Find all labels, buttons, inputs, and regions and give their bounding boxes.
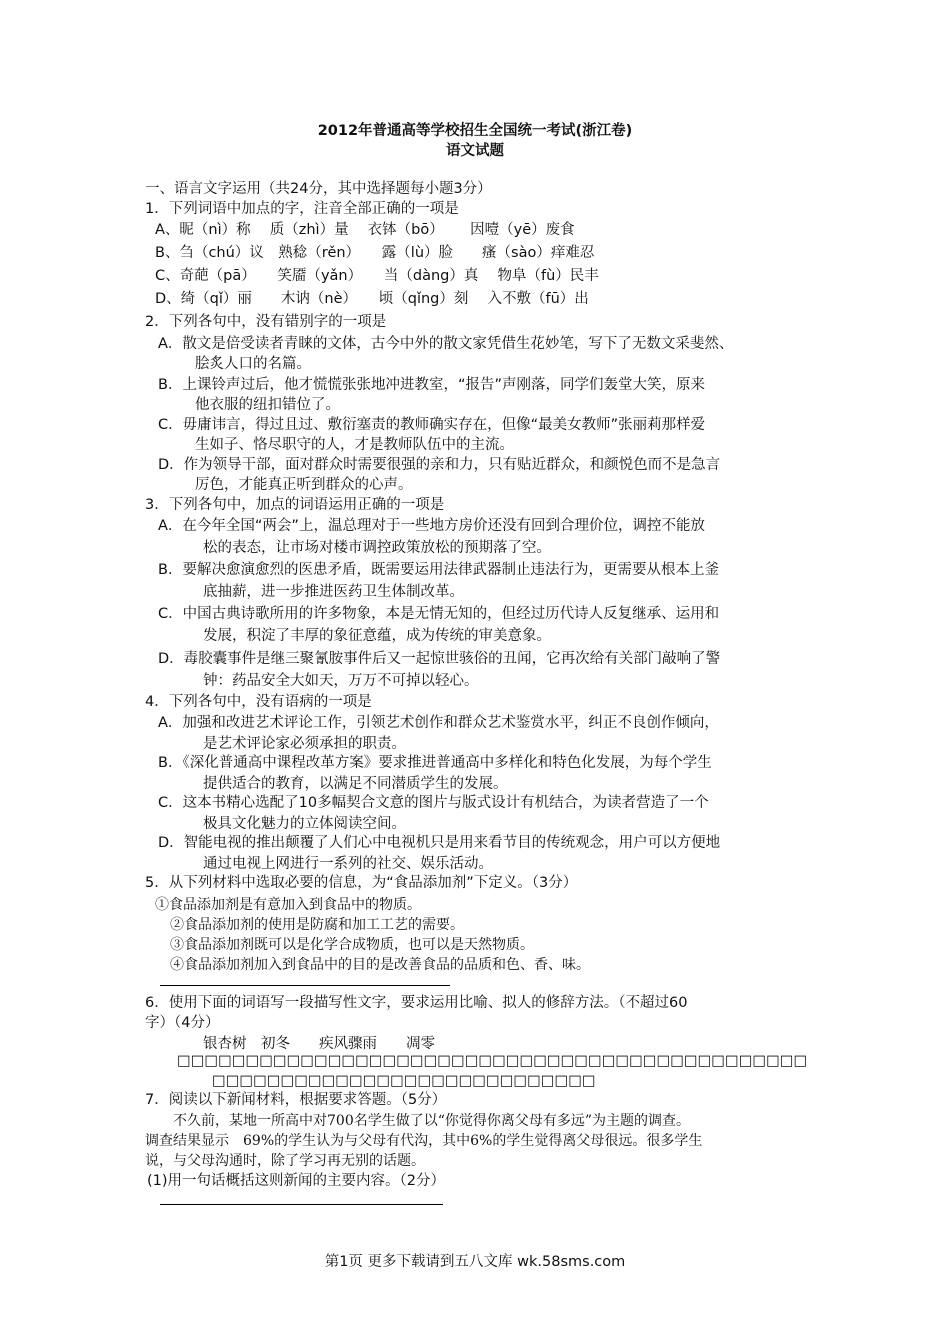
q7-news-line-2: 调查结果显示 69%的学生认为与父母有代沟，其中6%的学生觉得离父母很远。很多学生: [145, 1133, 703, 1149]
q6-answer-grid-row-2[interactable]: □□□□□□□□□□□□□□□□□□□□□□□□□□□□: [212, 1073, 596, 1089]
q3-stem: 3．下列各句中，加点的词语运用正确的一项是: [145, 497, 445, 513]
q5-material-4: ④食品添加剂加入到食品中的目的是改善食品的品质和色、香、味。: [170, 957, 590, 973]
q1-option-a: A、昵（nì）称 质（zhì）量 衣钵（bō） 因噎（yē）废食: [155, 222, 575, 238]
q3-option-d: D．毒胶囊事件是继三聚氰胺事件后又一起惊世骇俗的丑闻，它再次给有关部门敲响了警: [158, 651, 721, 667]
section-heading: 一、语言文字运用（共24分，其中选择题每小题3分）: [145, 181, 492, 197]
q2-option-b-cont: 他衣服的纽扣错位了。: [195, 397, 340, 413]
q4-option-a: A．加强和改进艺术评论工作，引领艺术创作和群众艺术鉴赏水平，纠正不良创作倾向，: [158, 715, 719, 731]
q2-stem: 2．下列各句中，没有错别字的一项是: [145, 314, 387, 330]
q2-option-c-cont: 生如子、恪尽职守的人，才是教师队伍中的主流。: [195, 437, 514, 453]
q6-word-list: 银杏树 初冬 疾风骤雨 凋零: [203, 1036, 435, 1052]
q5-material-1: ①食品添加剂是有意加入到食品中的物质。: [155, 897, 421, 913]
q5-answer-line[interactable]: [160, 985, 450, 986]
q6-answer-grid-row-1[interactable]: □□□□□□□□□□□□□□□□□□□□□□□□□□□□□□□□□□□□□□□□□□□□□□: [177, 1053, 808, 1069]
q2-option-a: A．散文是倍受读者青睐的文体，古今中外的散文家凭借生花妙笔，写下了无数文采斐然、: [158, 336, 734, 352]
q3-option-b-cont: 底抽薪，进一步推进医药卫生体制改革。: [203, 584, 464, 600]
q3-option-a: A．在今年全国“两会”上，温总理对于一些地方房价还没有回到合理价位，调控不能放: [158, 518, 705, 534]
q1-option-b: B、刍（chú）议 熟稔（rěn） 露（lù）脸 瘙（sào）痒难忍: [155, 245, 595, 261]
q4-stem: 4．下列各句中，没有语病的一项是: [145, 694, 372, 710]
q4-option-c-cont: 极具文化魅力的立体阅读空间。: [203, 816, 406, 832]
q7-answer-line[interactable]: [160, 1204, 443, 1205]
q1-stem: 1．下列词语中加点的字，注音全部正确的一项是: [145, 201, 459, 217]
q3-option-d-cont: 钟：药品安全大如天，万万不可掉以轻心。: [203, 673, 479, 689]
q1-option-c: C、奇葩（pā） 笑靥（yǎn） 当（dàng）真 物阜（fù）民丰: [155, 268, 599, 284]
q5-stem: 5．从下列材料中选取必要的信息，为“食品添加剂”下定义。（3分）: [145, 875, 578, 891]
q2-option-c: C．毋庸讳言，得过且过、敷衍塞责的教师确实存在，但像“最美女教师”张丽莉那样爱: [158, 417, 706, 433]
q5-material-2: ②食品添加剂的使用是防腐和加工工艺的需要。: [170, 917, 464, 933]
q7-stem: 7．阅读以下新闻材料，根据要求答题。（5分）: [145, 1092, 447, 1108]
q4-option-a-cont: 是艺术评论家必须承担的职责。: [203, 736, 406, 752]
q6-stem-cont: 字）（4分）: [145, 1015, 220, 1031]
q3-option-c-cont: 发展，积淀了丰厚的象征意蕴，成为传统的审美意象。: [203, 628, 551, 644]
q4-option-d-cont: 通过电视上网进行一系列的社交、娱乐活动。: [203, 856, 493, 872]
q5-material-3: ③食品添加剂既可以是化学合成物质，也可以是天然物质。: [170, 937, 534, 953]
q2-option-d: D．作为领导干部，面对群众时需要很强的亲和力，只有贴近群众，和颜悦色而不是急言: [158, 457, 721, 473]
q2-option-a-cont: 脍炙人口的名篇。: [195, 356, 311, 372]
q7-subquestion-1: (1)用一句话概括这则新闻的主要内容。（2分）: [147, 1173, 446, 1189]
page-title: 2012年普通高等学校招生全国统一考试(浙江卷): [317, 123, 633, 139]
q3-option-a-cont: 松的表态，让市场对楼市调控政策放松的预期落了空。: [203, 540, 551, 556]
page-footer: 第1页 更多下载请到五八文库 wk.58sms.com: [324, 1254, 626, 1270]
q4-option-b: B．《深化普通高中课程改革方案》要求推进普通高中多样化和特色化发展，为每个学生: [158, 755, 712, 771]
q6-stem: 6．使用下面的词语写一段描写性文字，要求运用比喻、拟人的修辞方法。（不超过60: [145, 995, 688, 1011]
q3-option-b: B．要解决愈演愈烈的医患矛盾，既需要运用法律武器制止违法行为，更需要从根本上釜: [158, 562, 719, 578]
q2-option-b: B．上课铃声过后，他才慌慌张张地冲进教室，“报告”声刚落，同学们轰堂大笑，原来: [158, 377, 705, 393]
q2-option-d-cont: 厉色，才能真正听到群众的心声。: [195, 477, 413, 493]
q4-option-b-cont: 提供适合的教育，以满足不同潜质学生的发展。: [203, 776, 508, 792]
q7-news-line-1: 不久前，某地一所高中对700名学生做了以“你觉得你离父母有多远”为主题的调查。: [145, 1113, 691, 1129]
q4-option-c: C．这本书精心选配了10多幅契合文意的图片与版式设计有机结合，为读者营造了一个: [158, 795, 709, 811]
q7-news-line-3: 说，与父母沟通时，除了学习再无别的话题。: [145, 1153, 425, 1169]
q4-option-d: D．智能电视的推出颠覆了人们心中电视机只是用来看节目的传统观念，用户可以方便地: [158, 835, 721, 851]
q1-option-d: D、绮（qǐ）丽 木讷（nè） 顷（qǐng）刻 入不敷（fū）出: [155, 291, 589, 307]
page-subtitle: 语文试题: [446, 143, 504, 159]
q3-option-c: C．中国古典诗歌所用的许多物象，本是无情无知的，但经过历代诗人反复继承、运用和: [158, 606, 720, 622]
